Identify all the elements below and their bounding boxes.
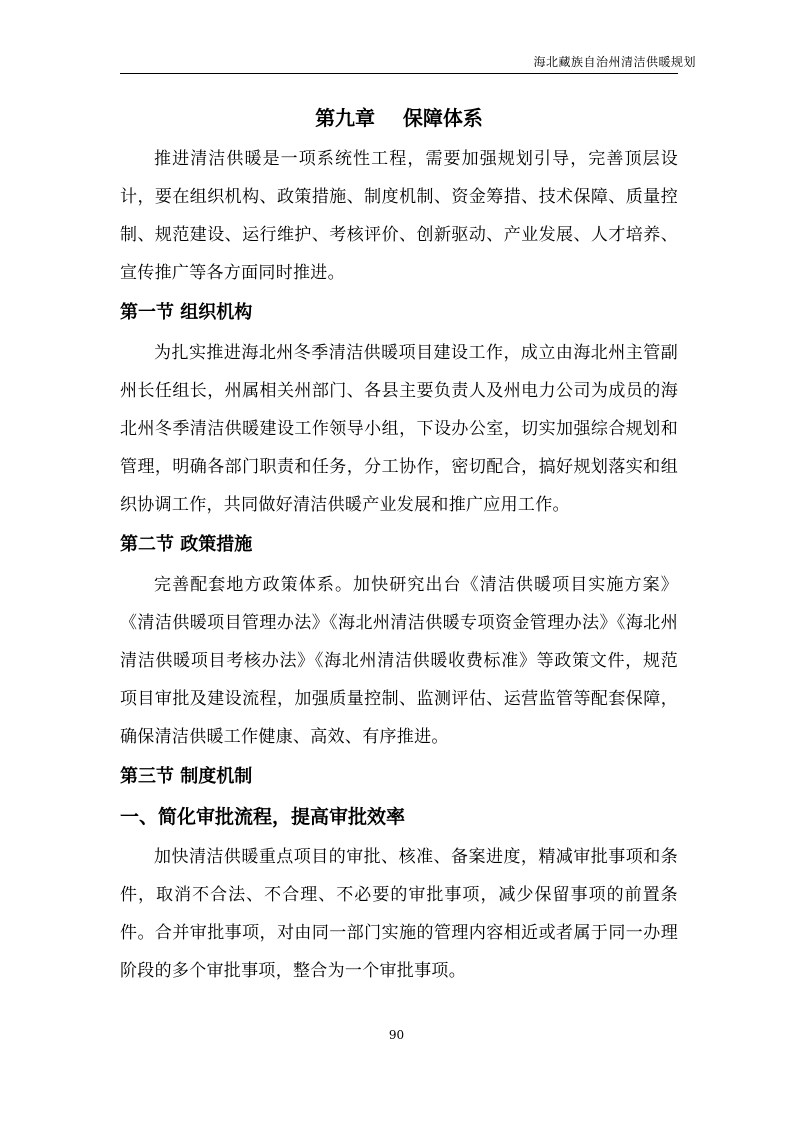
subsection-approval-paragraph: 加快清洁供暖重点项目的审批、核准、备案进度，精减审批事项和条件，取消不合法、不合理、不必要的审批事项，减少保留事项的前置条件。合并审批事项，对由同一部门实施的管理内容相近或者属于同一办理阶段的多个审批事项，整合为一个审批事项。 (120, 847, 678, 981)
section-title-organization: 第一节 组织机构 (120, 302, 253, 323)
page-number: 90 (388, 1028, 405, 1042)
chapter-intro-paragraph: 推进清洁供暖是一项系统性工程，需要加强规划引导，完善顶层设计，要在组织机构、政策措施、制度机制、资金筹措、技术保障、质量控制、规范建设、运行维护、考核评价、创新驱动、产业发展、人才培养、宣传推广等各方面同时推进。 (120, 149, 678, 283)
chapter-title: 第九章 保障体系 (315, 106, 483, 130)
page-content (120, 98, 678, 990)
section-title-policy: 第二节 政策措施 (120, 534, 253, 555)
header-rule (120, 73, 678, 74)
running-header-title: 海北藏族自治州清洁供暖规划 (533, 55, 696, 69)
subsection-title-approval: 一、简化审批流程，提高审批效率 (120, 806, 406, 828)
section-organization-paragraph: 为扎实推进海北州冬季清洁供暖项目建设工作，成立由海北州主管副州长任组长，州属相关州部门、各县主要负责人及州电力公司为成员的海北州冬季清洁供暖建设工作领导小组，下设办公室，切实加强综合规划和管理，明确各部门职责和任务，分工协作，密切配合，搞好规划落实和组织协调工作，共同做好清洁供暖产业发展和推广应用工作。 (120, 343, 678, 515)
section-policy-paragraph: 完善配套地方政策体系。加快研究出台《清洁供暖项目实施方案》《清洁供暖项目管理办法》《海北州清洁供暖专项资金管理办法》《海北州清洁供暖项目考核办法》《海北州清洁供暖收费标准》等政策文件，规范项目审批及建设流程，加强质量控制、监测评估、运营监管等配套保障，确保清洁供暖工作健康、高效、有序推进。 (120, 575, 678, 747)
section-title-mechanism: 第三节 制度机制 (120, 766, 253, 787)
